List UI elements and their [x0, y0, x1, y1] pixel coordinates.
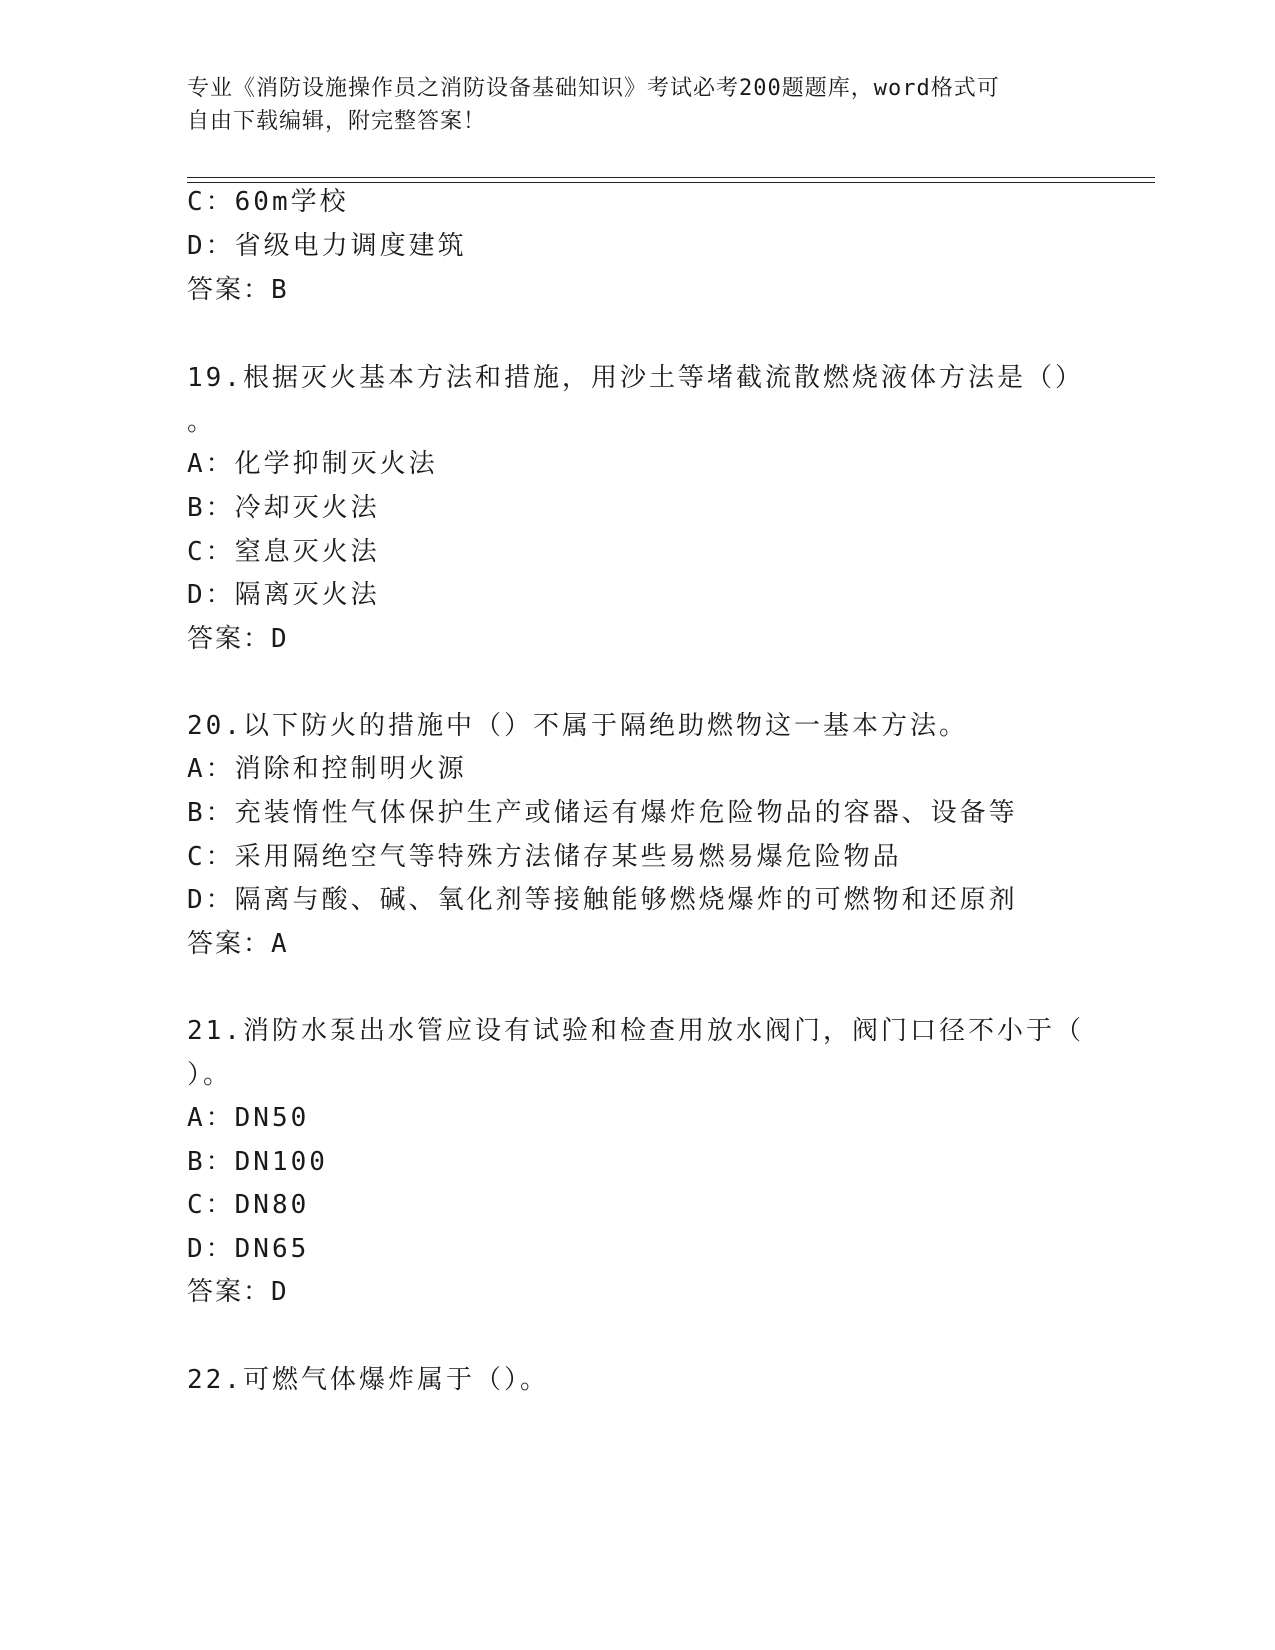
q21-answer	[187, 1275, 289, 1309]
q18-option-c: C：60m学校	[187, 187, 349, 217]
q18-answer	[187, 273, 289, 307]
q19-option-a: A：化学抑制灭火法	[187, 449, 438, 479]
q21-stem-line-2: ）。	[187, 1060, 233, 1090]
q19-stem-line-2: 。	[187, 407, 217, 437]
q21-option-a: A：DN50	[187, 1103, 310, 1133]
q18-option-d: D：省级电力调度建筑	[187, 231, 467, 261]
q19-option-d: D：隔离灭火法	[187, 580, 380, 610]
q20-answer	[187, 927, 289, 961]
q21-option-c: C：DN80	[187, 1190, 310, 1220]
q20-option-c: C：采用隔绝空气等特殊方法储存某些易燃易爆危险物品	[187, 842, 902, 872]
q20-option-b: B：充装惰性气体保护生产或储运有爆炸危险物品的容器、设备等	[187, 798, 1018, 828]
header-divider-top	[187, 177, 1155, 178]
q19-answer	[187, 622, 289, 656]
header-title-line-2: 自由下载编辑，附完整答案！	[187, 109, 487, 134]
answer-label: 答案：	[187, 275, 272, 305]
header-divider-bottom	[187, 182, 1155, 183]
q20-option-d: D：隔离与酸、碱、氧化剂等接触能够燃烧爆炸的可燃物和还原剂	[187, 885, 1018, 915]
q21-stem-line-1: 21.消防水泵出水管应设有试验和检查用放水阀门，阀门口径不小于（	[187, 1016, 1084, 1046]
answer-value: D	[271, 1277, 289, 1307]
q20-stem-line-1: 20.以下防火的措施中（）不属于隔绝助燃物这一基本方法。	[187, 711, 968, 741]
answer-label: 答案：	[187, 624, 272, 654]
header-title-line-1: 专业《消防设施操作员之消防设备基础知识》考试必考200题题库，word格式可	[187, 76, 1000, 101]
answer-value: B	[271, 275, 289, 305]
answer-label: 答案：	[187, 1277, 272, 1307]
document-header	[187, 72, 1087, 138]
q19-option-b: B：冷却灭火法	[187, 493, 380, 523]
q20-option-a: A：消除和控制明火源	[187, 754, 467, 784]
q19-option-c: C：窒息灭火法	[187, 537, 380, 567]
q22-stem-line-1: 22.可燃气体爆炸属于（）。	[187, 1365, 549, 1395]
answer-value: D	[271, 624, 289, 654]
q21-option-b: B：DN100	[187, 1147, 328, 1177]
q21-option-d: D：DN65	[187, 1234, 310, 1264]
answer-value: A	[271, 929, 289, 959]
q19-stem-line-1: 19.根据灭火基本方法和措施，用沙土等堵截流散燃烧液体方法是（）	[187, 363, 1084, 393]
answer-label: 答案：	[187, 929, 272, 959]
